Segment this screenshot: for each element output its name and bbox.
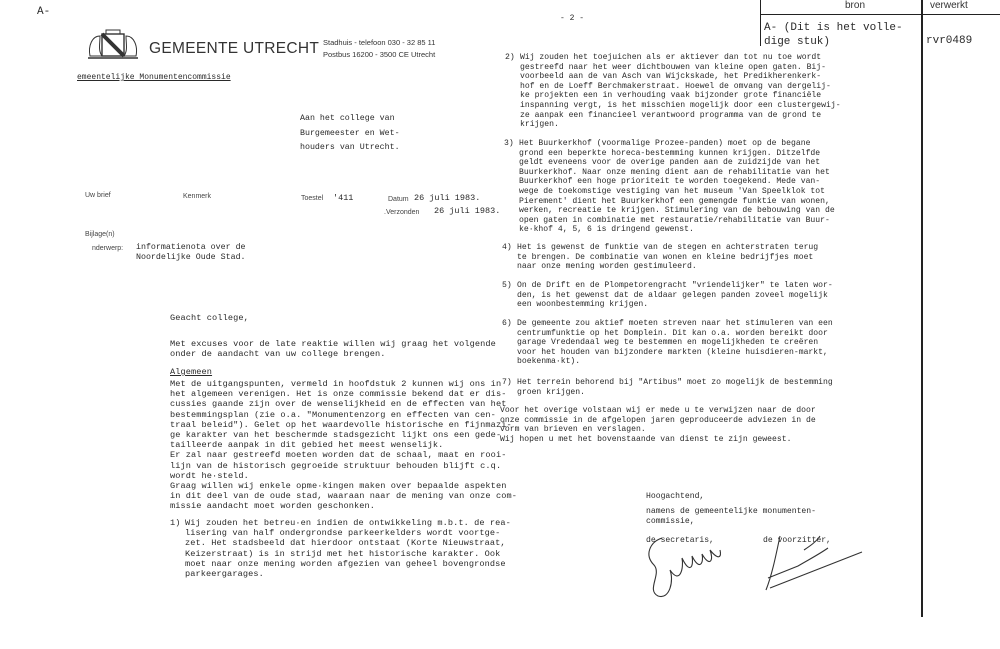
processed-cell: rvr0489 xyxy=(926,35,973,47)
letterhead-address-line1: Stadhuis - telefoon 030 - 32 85 11 xyxy=(323,38,436,47)
page-number: - 2 - xyxy=(560,14,585,23)
table-divider xyxy=(921,0,923,617)
onderwerp-value: informatienota over de Noordelijke Oude Stad. xyxy=(136,243,246,262)
section-heading: Algemeen xyxy=(170,367,213,377)
item-text: On de Drift en de Plompetorengracht "vriendelijker" te laten wor- den, is het gewenst dat de aldaar gelegen panden zoveel mogelijk een woonbestemming krijgen. xyxy=(517,281,833,310)
datum-label: Datum xyxy=(388,196,409,203)
chairman-label: de voorzitter, xyxy=(763,536,831,545)
on-behalf-of: namens de gemeentelijke monumenten- commissie, xyxy=(646,507,816,526)
greeting: Hoogachtend, xyxy=(646,492,705,501)
item-number: 6) xyxy=(502,319,512,328)
kenmerk-label: Kenmerk xyxy=(183,193,212,200)
datum-value: 26 juli 1983. xyxy=(414,193,481,203)
salutation: Geacht college, xyxy=(170,313,249,323)
city-coat-of-arms-logo xyxy=(86,28,140,60)
item-number: 5) xyxy=(502,281,512,290)
item-text: De gemeente zou aktief moeten streven naar het stimuleren van een centrumfunktie op het Domplein. Dit kan o.a. worden bereikt door garage Vredendaal weg te bestemmen en mogelijkheden te creëren voor het houden van bijzondere markten (kleine huisdieren-markt, boekenma·kt). xyxy=(517,319,833,367)
item-text: Het terrein behorend bij "Artibus" moet zo mogelijk de bestemming groen krijgen. xyxy=(517,378,833,397)
recipient-line: Burgemeester en Wet- xyxy=(300,128,400,138)
verzonden-label: .Verzonden xyxy=(384,209,420,216)
table-header-verwerkt: verwerkt xyxy=(930,0,968,11)
verzonden-value: 26 juli 1983. xyxy=(434,206,501,216)
item-text: Wij zouden het toejuichen als er aktiever dan tot nu toe wordt gestreefd naar het weer dichtbouwen van kleine open gaten. Bij- voorbeeld aan de van Asch van Wijckskade, het Predikherenkerk- hof en de Loeff Berchmakerstraat. Hoewel de omvang van dergelij- ke projekten een in verhouding vaak bijzonder grote financiële inspanning vergt, is het misschien mogelijk door een clustergewij- ze aanpak een financieel verantwoord programma van de grond te krijgen. xyxy=(520,53,841,130)
department-name: emeentelijke Monumentencommissie xyxy=(77,73,231,82)
chairman-signature xyxy=(758,530,868,595)
item-number: 2) xyxy=(505,53,515,62)
table-divider xyxy=(760,14,1000,15)
intro-paragraph: Met excuses voor de late reaktie willen wij graag het volgende onder de aandacht van uw college brengen. xyxy=(170,339,496,360)
item-number: 3) xyxy=(504,139,514,148)
item-text: Wij zouden het betreu·en indien de ontwikkeling m.b.t. de rea- lisering van half ondergrondse parkeerkelders wordt voortge- zet. Het stadsbeeld dat hierdoor ontstaat (Korte Nieuwstraat, Keizerstraat) is in strijd met het historische karakter. Ook moet naar onze mening worden afgezien van geheel bovengrondse parkeergarages. xyxy=(185,518,511,580)
letterhead-address-line2: Postbus 16200 - 3500 CE Utrecht xyxy=(323,50,436,59)
recipient-address xyxy=(300,112,400,156)
item-text: Het Buurkerkhof (voormalige Prozee-panden) moet op de begane grond een beperkte horeca-bestemming kunnen krijgen. Ditzelfde geldt eveneens voor de overige panden aan de zuidzijde van het Buurkerkhof. Naar onze mening dient aan de rehabilitatie van het Buurkerkhof een hoge prioriteit te worden toegekend. Mede van- wege de toekomstige vestiging van het museum 'Van Speelklok tot Pierement' dient het Buurkerkhof een gemengde funktie van wonen, werken, recreatie te krijgen. Stimulering van de bebouwing van de open gaten in combinatie met restauratie/rehabilitatie van Buur- ke·khof 4, 5, 6 is dringend gewenst. xyxy=(519,139,835,235)
table-header-bron: bron xyxy=(844,0,865,11)
item-number: 1) xyxy=(170,518,181,528)
secretary-signature xyxy=(640,530,740,605)
toestel-value: '411 xyxy=(333,193,354,203)
item-text: Het is gewenst de funktie van de stegen en achterstraten terug te brengen. De combinatie van wonen en kleine bedrijfjes moet naar onze mening worden gestimuleerd. xyxy=(517,243,819,272)
toestel-label: Toestel xyxy=(301,195,324,202)
recipient-line: Aan het college van xyxy=(300,114,395,123)
recipient-line: houders van Utrecht. xyxy=(300,143,400,152)
bijlage-label: Bijlage(n) xyxy=(85,231,115,238)
uw-brief-label: Uw brief xyxy=(85,192,111,199)
closing-paragraph: Voor het overige volstaan wij er mede u te verwijzen naar de door onze commissie in de afgelopen jaren geproduceerde adviezen in de vorm van brieven en verslagen. Wij hopen u met het bovenstaande van dienst te zijn geweest. xyxy=(500,406,816,444)
letterhead-org-name: GEMEENTE UTRECHT xyxy=(149,40,320,57)
general-paragraph: Met de uitgangspunten, vermeld in hoofdstuk 2 kunnen wij ons in het algemeen verenigen. Het is onze commissie bekend dat er dis- cussies gaande zijn over de wenselijkheid en de effecten van het bestemmingsplan (zie o.a. "Monumentenzorg en effecten van cen- traal beleid"). Gelet op het waardevolle historische en fijnmazi- ge karakter van het beschermde stadsgezicht lijkt ons een gede- tailleerde aanpak in dit gebied het meest wenselijk. Er zal naar gestreefd moeten worden dat de schaal, maat en rooi- lijn van de historisch gegroeide struktuur behouden blijft c.q. wordt he·steld. Graag willen wij enkele opme·kingen maken over bepaalde aspekten in dit deel van de oude stad, waaraan naar de mening van onze com- missie aandacht moet worden geschonken. xyxy=(170,379,517,512)
table-divider xyxy=(760,0,761,46)
corner-mark: A- xyxy=(37,6,51,18)
onderwerp-label: nderwerp: xyxy=(92,245,124,252)
source-cell: A- (Dit is het volle- dige stuk) xyxy=(764,22,903,48)
secretary-label: de secretaris, xyxy=(646,536,714,545)
item-number: 7) xyxy=(502,378,512,387)
item-number: 4) xyxy=(502,243,512,252)
